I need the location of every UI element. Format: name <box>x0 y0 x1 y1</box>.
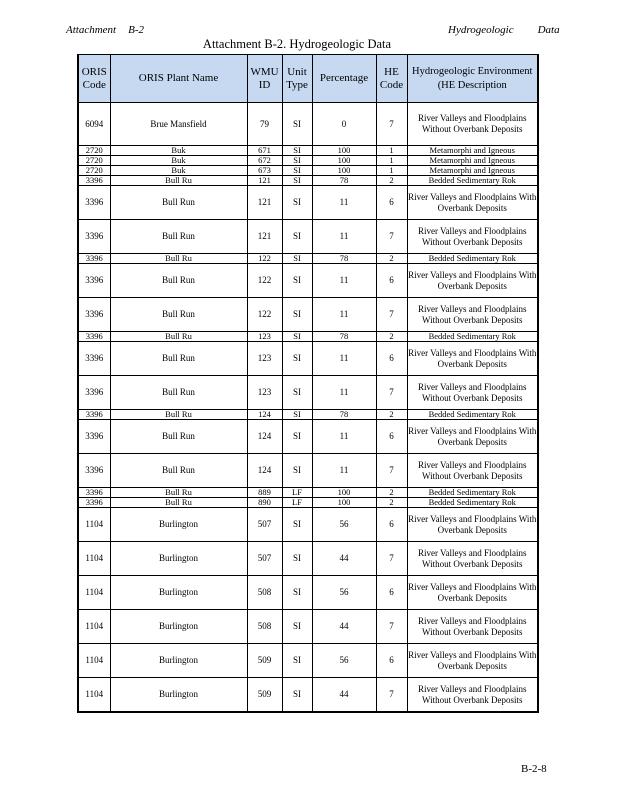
cell-wmu-id: 123 <box>247 376 282 410</box>
cell-he-code: 2 <box>376 254 407 264</box>
cell-plant-name: Bull Ru <box>110 488 247 498</box>
cell-plant-name: Burlington <box>110 508 247 542</box>
cell-he-description: Bedded Sedimentary Rok <box>407 254 538 264</box>
cell-wmu-id: 671 <box>247 146 282 156</box>
cell-plant-name: Buk <box>110 156 247 166</box>
header-attachment-code: B-2 <box>128 24 144 36</box>
cell-he-code: 1 <box>376 156 407 166</box>
table-body <box>78 103 538 713</box>
cell-plant-name: Buk <box>110 146 247 156</box>
cell-he-code: 2 <box>376 332 407 342</box>
cell-oris-code: 6094 <box>78 103 110 146</box>
cell-he-code: 2 <box>376 488 407 498</box>
cell-he-description: River Valleys and Floodplains With Overbank Deposits <box>407 186 538 220</box>
cell-he-description: River Valleys and Floodplains Without Overbank Deposits <box>407 220 538 254</box>
cell-plant-name: Bull Run <box>110 420 247 454</box>
cell-he-description: River Valleys and Floodplains Without Overbank Deposits <box>407 454 538 488</box>
cell-he-code: 7 <box>376 376 407 410</box>
cell-wmu-id: 123 <box>247 342 282 376</box>
cell-unit-type: SI <box>282 146 312 156</box>
cell-plant-name: Bull Run <box>110 298 247 332</box>
cell-oris-code: 3396 <box>78 332 110 342</box>
cell-percentage: 56 <box>312 508 376 542</box>
cell-percentage: 56 <box>312 576 376 610</box>
cell-unit-type: SI <box>282 420 312 454</box>
cell-unit-type: SI <box>282 342 312 376</box>
cell-percentage: 11 <box>312 220 376 254</box>
cell-wmu-id: 124 <box>247 420 282 454</box>
cell-plant-name: Burlington <box>110 678 247 713</box>
table-row <box>78 156 538 166</box>
cell-he-code: 1 <box>376 146 407 156</box>
table-row <box>78 498 538 508</box>
table-row <box>78 678 538 713</box>
cell-percentage: 11 <box>312 342 376 376</box>
cell-wmu-id: 673 <box>247 166 282 176</box>
cell-he-code: 6 <box>376 420 407 454</box>
cell-wmu-id: 672 <box>247 156 282 166</box>
col-header-unit-type: Unit Type <box>282 55 312 103</box>
cell-he-description: Bedded Sedimentary Rok <box>407 498 538 508</box>
cell-he-description: River Valleys and Floodplains With Overbank Deposits <box>407 420 538 454</box>
cell-percentage: 44 <box>312 542 376 576</box>
table-row <box>78 298 538 332</box>
cell-wmu-id: 889 <box>247 488 282 498</box>
table-row <box>78 103 538 146</box>
cell-oris-code: 1104 <box>78 508 110 542</box>
cell-percentage: 100 <box>312 156 376 166</box>
table-row <box>78 508 538 542</box>
cell-plant-name: Burlington <box>110 576 247 610</box>
cell-plant-name: Bull Run <box>110 220 247 254</box>
cell-percentage: 11 <box>312 376 376 410</box>
cell-he-code: 7 <box>376 220 407 254</box>
table-row <box>78 542 538 576</box>
cell-he-code: 2 <box>376 498 407 508</box>
cell-he-description: Bedded Sedimentary Rok <box>407 332 538 342</box>
cell-unit-type: SI <box>282 576 312 610</box>
cell-wmu-id: 123 <box>247 332 282 342</box>
cell-plant-name: Bull Ru <box>110 332 247 342</box>
cell-unit-type: SI <box>282 254 312 264</box>
cell-percentage: 100 <box>312 488 376 498</box>
cell-he-description: Bedded Sedimentary Rok <box>407 410 538 420</box>
cell-he-description: River Valleys and Floodplains With Overbank Deposits <box>407 264 538 298</box>
table-row <box>78 610 538 644</box>
col-header-he-code: HE Code <box>376 55 407 103</box>
cell-wmu-id: 79 <box>247 103 282 146</box>
cell-he-code: 7 <box>376 610 407 644</box>
cell-oris-code: 3396 <box>78 488 110 498</box>
cell-percentage: 44 <box>312 678 376 713</box>
table-row <box>78 176 538 186</box>
cell-wmu-id: 122 <box>247 264 282 298</box>
running-header-right <box>448 24 560 36</box>
cell-unit-type: SI <box>282 454 312 488</box>
cell-percentage: 0 <box>312 103 376 146</box>
cell-oris-code: 3396 <box>78 176 110 186</box>
cell-percentage: 11 <box>312 454 376 488</box>
cell-he-description: River Valleys and Floodplains With Overbank Deposits <box>407 576 538 610</box>
cell-percentage: 56 <box>312 644 376 678</box>
cell-plant-name: Bull Ru <box>110 410 247 420</box>
cell-oris-code: 2720 <box>78 156 110 166</box>
cell-unit-type: SI <box>282 644 312 678</box>
cell-he-description: River Valleys and Floodplains Without Overbank Deposits <box>407 610 538 644</box>
cell-wmu-id: 122 <box>247 298 282 332</box>
cell-oris-code: 3396 <box>78 342 110 376</box>
cell-percentage: 11 <box>312 420 376 454</box>
cell-unit-type: SI <box>282 508 312 542</box>
cell-percentage: 11 <box>312 186 376 220</box>
cell-he-description: Metamorphi and Igneous <box>407 166 538 176</box>
cell-plant-name: Burlington <box>110 610 247 644</box>
cell-wmu-id: 124 <box>247 410 282 420</box>
cell-percentage: 78 <box>312 410 376 420</box>
col-header-plant-name: ORIS Plant Name <box>110 55 247 103</box>
cell-unit-type: SI <box>282 264 312 298</box>
cell-unit-type: SI <box>282 103 312 146</box>
cell-unit-type: SI <box>282 186 312 220</box>
cell-unit-type: SI <box>282 376 312 410</box>
cell-he-code: 2 <box>376 410 407 420</box>
cell-unit-type: SI <box>282 678 312 713</box>
table-row <box>78 146 538 156</box>
cell-percentage: 78 <box>312 332 376 342</box>
cell-unit-type: SI <box>282 542 312 576</box>
cell-percentage: 78 <box>312 254 376 264</box>
cell-unit-type: SI <box>282 410 312 420</box>
cell-plant-name: Bull Run <box>110 342 247 376</box>
cell-he-description: River Valleys and Floodplains Without Overbank Deposits <box>407 542 538 576</box>
cell-he-code: 6 <box>376 576 407 610</box>
cell-oris-code: 1104 <box>78 610 110 644</box>
cell-he-code: 7 <box>376 454 407 488</box>
cell-unit-type: LF <box>282 488 312 498</box>
running-header-left <box>66 24 144 36</box>
cell-oris-code: 2720 <box>78 146 110 156</box>
cell-he-description: River Valleys and Floodplains With Overbank Deposits <box>407 508 538 542</box>
col-header-wmu-id: WMU ID <box>247 55 282 103</box>
cell-oris-code: 1104 <box>78 576 110 610</box>
cell-he-description: Metamorphi and Igneous <box>407 146 538 156</box>
cell-wmu-id: 890 <box>247 498 282 508</box>
cell-plant-name: Bull Ru <box>110 498 247 508</box>
cell-he-code: 6 <box>376 264 407 298</box>
cell-unit-type: SI <box>282 156 312 166</box>
cell-he-code: 6 <box>376 186 407 220</box>
cell-percentage: 11 <box>312 298 376 332</box>
table-header-row <box>78 55 538 103</box>
col-header-oris-code: ORIS Code <box>78 55 110 103</box>
cell-wmu-id: 121 <box>247 220 282 254</box>
cell-unit-type: SI <box>282 176 312 186</box>
table-row <box>78 488 538 498</box>
cell-percentage: 78 <box>312 176 376 186</box>
cell-wmu-id: 122 <box>247 254 282 264</box>
cell-wmu-id: 508 <box>247 610 282 644</box>
hydrogeologic-data-table <box>77 54 539 713</box>
cell-oris-code: 3396 <box>78 410 110 420</box>
cell-oris-code: 2720 <box>78 166 110 176</box>
cell-plant-name: Bull Run <box>110 454 247 488</box>
cell-unit-type: LF <box>282 498 312 508</box>
cell-oris-code: 3396 <box>78 454 110 488</box>
cell-wmu-id: 507 <box>247 542 282 576</box>
cell-he-code: 6 <box>376 508 407 542</box>
cell-plant-name: Bull Ru <box>110 176 247 186</box>
cell-he-code: 1 <box>376 166 407 176</box>
cell-percentage: 11 <box>312 264 376 298</box>
table-row <box>78 576 538 610</box>
cell-wmu-id: 508 <box>247 576 282 610</box>
table-row <box>78 220 538 254</box>
cell-percentage: 100 <box>312 166 376 176</box>
table-row <box>78 254 538 264</box>
cell-wmu-id: 509 <box>247 644 282 678</box>
cell-oris-code: 3396 <box>78 498 110 508</box>
cell-oris-code: 3396 <box>78 220 110 254</box>
col-header-he-description: Hydrogeologic Environment (HE Description <box>407 55 538 103</box>
cell-wmu-id: 509 <box>247 678 282 713</box>
header-attachment-label: Attachment <box>66 24 117 36</box>
cell-oris-code: 3396 <box>78 298 110 332</box>
cell-he-description: Bedded Sedimentary Rok <box>407 176 538 186</box>
table-row <box>78 454 538 488</box>
cell-oris-code: 1104 <box>78 644 110 678</box>
cell-he-description: River Valleys and Floodplains Without Overbank Deposits <box>407 376 538 410</box>
table-row <box>78 166 538 176</box>
cell-plant-name: Brue Mansfield <box>110 103 247 146</box>
cell-plant-name: Bull Run <box>110 186 247 220</box>
cell-he-description: River Valleys and Floodplains With Overbank Deposits <box>407 342 538 376</box>
cell-wmu-id: 121 <box>247 186 282 220</box>
cell-unit-type: SI <box>282 298 312 332</box>
cell-he-description: River Valleys and Floodplains Without Overbank Deposits <box>407 103 538 146</box>
table-row <box>78 332 538 342</box>
cell-oris-code: 3396 <box>78 186 110 220</box>
table-row <box>78 376 538 410</box>
cell-he-code: 6 <box>376 342 407 376</box>
cell-oris-code: 1104 <box>78 678 110 713</box>
col-header-percentage: Percentage <box>312 55 376 103</box>
cell-wmu-id: 121 <box>247 176 282 186</box>
cell-plant-name: Buk <box>110 166 247 176</box>
header-section-label-2: Data <box>537 24 560 36</box>
table-row <box>78 420 538 454</box>
cell-he-code: 2 <box>376 176 407 186</box>
cell-unit-type: SI <box>282 610 312 644</box>
cell-unit-type: SI <box>282 332 312 342</box>
cell-unit-type: SI <box>282 220 312 254</box>
page-number: B-2-8 <box>521 763 547 775</box>
cell-oris-code: 3396 <box>78 420 110 454</box>
cell-plant-name: Bull Ru <box>110 254 247 264</box>
cell-wmu-id: 507 <box>247 508 282 542</box>
table-row <box>78 342 538 376</box>
cell-oris-code: 3396 <box>78 254 110 264</box>
cell-plant-name: Burlington <box>110 542 247 576</box>
cell-he-description: Bedded Sedimentary Rok <box>407 488 538 498</box>
table-row <box>78 644 538 678</box>
table-row <box>78 186 538 220</box>
cell-he-code: 7 <box>376 678 407 713</box>
cell-plant-name: Bull Run <box>110 264 247 298</box>
cell-unit-type: SI <box>282 166 312 176</box>
cell-he-code: 7 <box>376 298 407 332</box>
cell-he-code: 7 <box>376 103 407 146</box>
cell-he-description: River Valleys and Floodplains With Overbank Deposits <box>407 644 538 678</box>
table-row <box>78 410 538 420</box>
page-title: Attachment B-2. Hydrogeologic Data <box>202 37 392 51</box>
cell-he-code: 7 <box>376 542 407 576</box>
cell-he-description: River Valleys and Floodplains Without Overbank Deposits <box>407 298 538 332</box>
cell-percentage: 44 <box>312 610 376 644</box>
cell-he-description: River Valleys and Floodplains Without Overbank Deposits <box>407 678 538 713</box>
cell-wmu-id: 124 <box>247 454 282 488</box>
header-section-label: Hydrogeologic <box>448 24 514 36</box>
table-row <box>78 264 538 298</box>
cell-oris-code: 3396 <box>78 264 110 298</box>
cell-percentage: 100 <box>312 146 376 156</box>
cell-oris-code: 1104 <box>78 542 110 576</box>
cell-he-description: Metamorphi and Igneous <box>407 156 538 166</box>
cell-oris-code: 3396 <box>78 376 110 410</box>
cell-percentage: 100 <box>312 498 376 508</box>
cell-plant-name: Bull Run <box>110 376 247 410</box>
cell-plant-name: Burlington <box>110 644 247 678</box>
cell-he-code: 6 <box>376 644 407 678</box>
